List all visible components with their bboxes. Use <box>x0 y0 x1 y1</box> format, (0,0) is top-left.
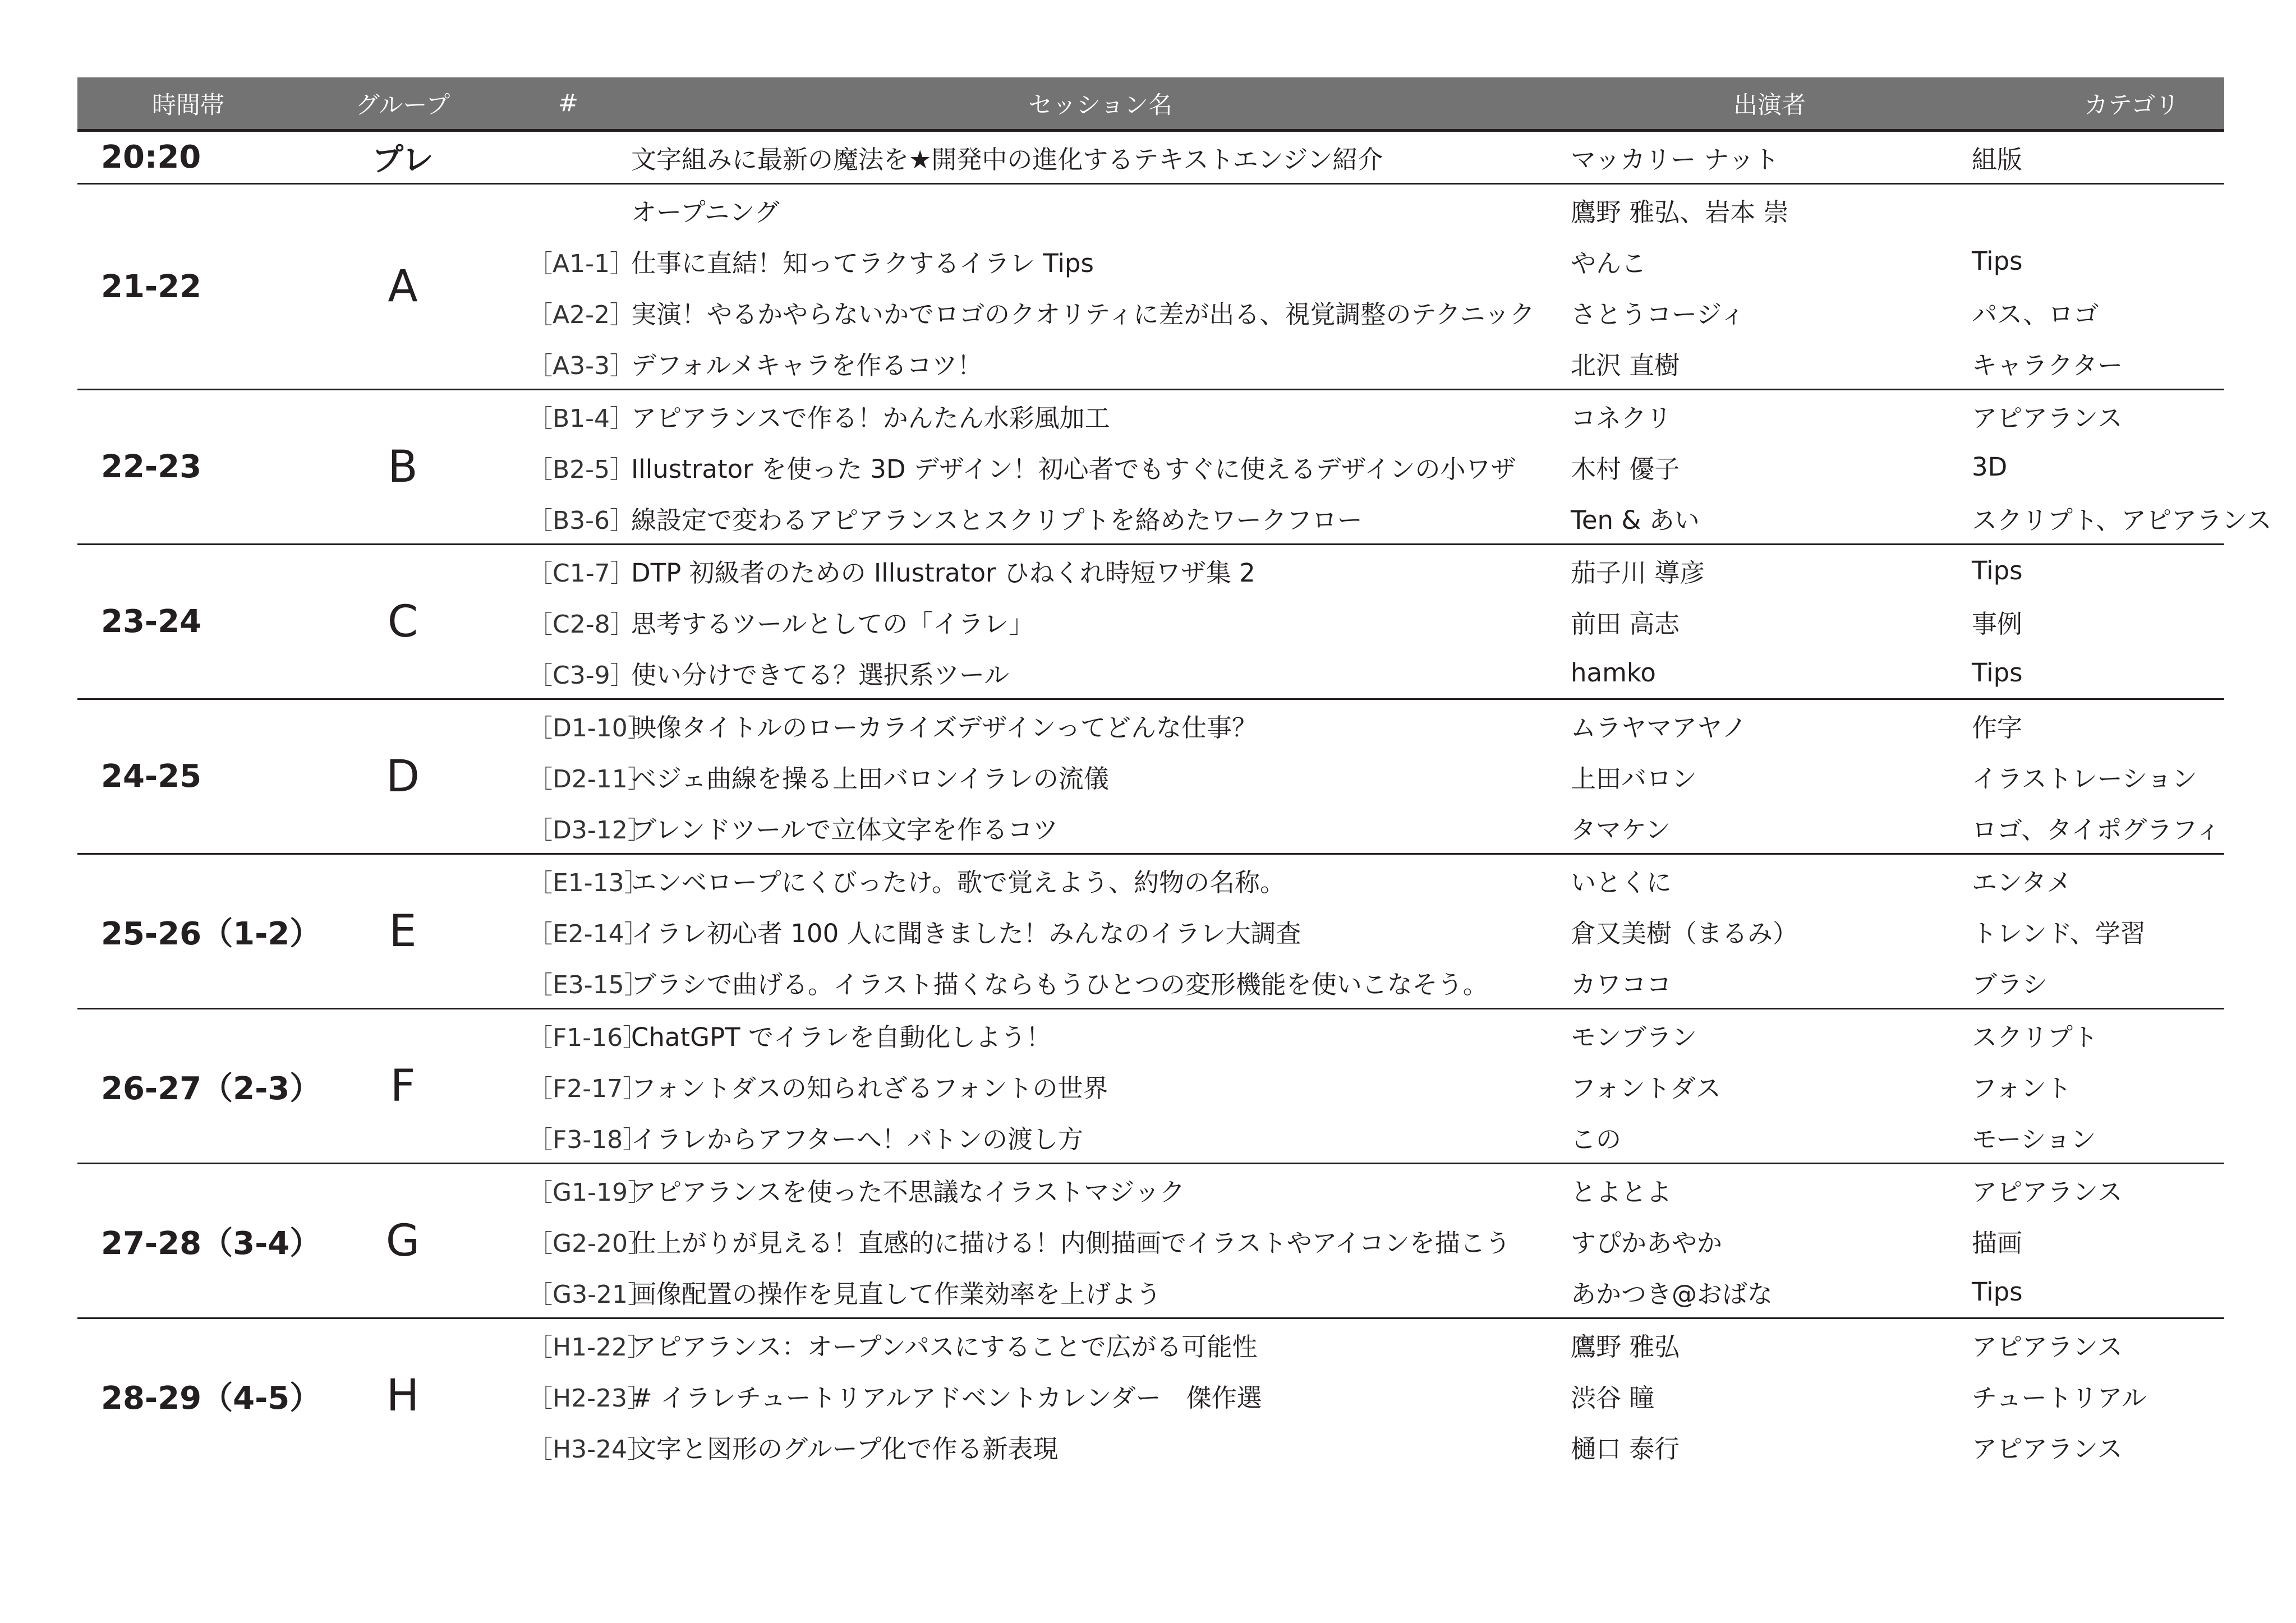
performer: 鷹野 雅弘 <box>1571 1318 1972 1371</box>
category: アピアランス <box>1972 1164 2224 1216</box>
category: チュートリアル <box>1972 1383 2147 1413</box>
performer: 木村 優子 <box>1571 454 1680 484</box>
session-number: ［E2-14］ <box>528 919 649 948</box>
session-title: 思考するツールとしての「イラレ」 <box>631 609 1034 639</box>
category: ブラシ <box>1972 970 2048 999</box>
table-row-pre <box>77 131 2224 184</box>
performer: この <box>1571 1124 1622 1154</box>
performer: ムラヤマアヤノ <box>1571 699 1972 751</box>
session-title: 文字と図形のグループ化で作る新表現 <box>631 1434 1059 1464</box>
category: 組版 <box>1972 131 2224 184</box>
category: スクリプト <box>1972 1009 2224 1061</box>
performer: 前田 高志 <box>1571 609 1680 639</box>
session-number: ［F2-17］ <box>528 1074 648 1103</box>
category: モーション <box>1972 1124 2096 1154</box>
session-title: 文字組みに最新の魔法を★開発中の進化するテキストエンジン紹介 <box>630 131 1571 184</box>
session-number: ［F1-16］ <box>507 1009 630 1061</box>
performer: いとくに <box>1571 854 1972 906</box>
category: イラストレーション <box>1972 764 2197 794</box>
table-row <box>77 854 2224 906</box>
session-title: DTP 初級者のための Illustrator ひねくれ時短ワザ集 2 <box>630 545 1571 597</box>
session-title: アピアランスを使った不思議なイラストマジック <box>630 1164 1571 1216</box>
session-number: ［E1-13］ <box>507 854 630 906</box>
session-title: ブレンドツールで立体文字を作るコツ <box>631 815 1059 845</box>
category: スクリプト、アピアランス <box>1972 505 2272 535</box>
category: アピアランス <box>1972 1318 2224 1371</box>
header-performer: 出演者 <box>1571 77 1972 131</box>
performer: 北沢 直樹 <box>1571 351 1680 380</box>
session-title: 使い分けできてる？選択系ツール <box>631 660 1010 690</box>
header-number: # <box>507 77 630 131</box>
table-row <box>77 699 2224 751</box>
time-slot: 25-26（1-2） <box>77 854 299 1009</box>
category: Tips <box>1972 1277 2023 1307</box>
session-number: ［F3-18］ <box>528 1125 648 1154</box>
category <box>1972 184 2224 236</box>
session-title: フォントダスの知られざるフォントの世界 <box>631 1073 1108 1103</box>
group-label: B <box>299 390 507 545</box>
performer: 渋谷 瞳 <box>1571 1383 1655 1413</box>
session-title: 仕事に直結！知ってラクするイラレ Tips <box>631 248 1094 278</box>
time-slot: 23-24 <box>77 545 299 699</box>
time-slot: 28-29（4-5） <box>77 1318 299 1473</box>
session-title: 実演！やるかやらないかでロゴのクオリティに差が出る、視覚調整のテクニック <box>631 299 1535 329</box>
session-title: ベジェ曲線を操る上田バロンイラレの流儀 <box>631 764 1109 794</box>
session-number: ［G2-20］ <box>528 1229 652 1258</box>
performer: モンブラン <box>1571 1009 1972 1061</box>
session-title: ブラシで曲げる。イラスト描くならもうひとつの変形機能を使いこなそう。 <box>631 970 1488 999</box>
session-number: ［A1-1］ <box>528 249 634 278</box>
session-number <box>507 131 630 184</box>
time-slot: 27-28（3-4） <box>77 1164 299 1318</box>
category: キャラクター <box>1972 351 2123 380</box>
time-slot: 22-23 <box>77 390 299 545</box>
performer: すぴかあやか <box>1571 1228 1723 1258</box>
category: アピアランス <box>1972 390 2224 442</box>
group-label: C <box>299 545 507 699</box>
table-row <box>77 1318 2224 1371</box>
session-title: 線設定で変わるアピアランスとスクリプトを絡めたワークフロー <box>631 505 1363 535</box>
table-row <box>77 545 2224 597</box>
performer: とよとよ <box>1571 1164 1972 1216</box>
table-row <box>77 184 2224 236</box>
session-title: イラレ初心者 100 人に聞きました！みんなのイラレ大調査 <box>631 919 1301 948</box>
category: Tips <box>1972 545 2224 597</box>
session-title: エンベロープにくびったけ。歌で覚えよう、約物の名称。 <box>630 854 1571 906</box>
performer: hamko <box>1571 658 1656 688</box>
group-label: F <box>299 1009 507 1164</box>
performer: やんこ <box>1571 248 1647 278</box>
session-number: ［A3-3］ <box>528 351 634 380</box>
session-title: Illustrator を使った 3D デザイン！初心者でもすぐに使えるデザインの小ワザ <box>631 454 1516 484</box>
table-body <box>77 131 2272 1473</box>
category: エンタメ <box>1972 854 2224 906</box>
session-number: ［G3-21］ <box>528 1280 652 1309</box>
time-slot: 20:20 <box>77 131 299 184</box>
category: Tips <box>1972 246 2023 276</box>
header-row <box>77 77 2224 131</box>
group-label: E <box>299 854 507 1009</box>
performer: コネクリ <box>1571 390 1972 442</box>
session-title: アピアランス：オープンパスにすることで広がる可能性 <box>630 1318 1571 1371</box>
session-number: ［H3-24］ <box>528 1435 652 1464</box>
header-time: 時間帯 <box>77 77 299 131</box>
session-title: 画像配置の操作を見直して作業効率を上げよう <box>631 1279 1162 1309</box>
session-number: ［A2-2］ <box>528 300 634 329</box>
time-slot: 24-25 <box>77 699 299 854</box>
category: 作字 <box>1972 699 2224 751</box>
session-number: ［D3-12］ <box>528 815 652 845</box>
session-title: オープニング <box>630 184 1571 236</box>
session-number: ［C1-7］ <box>507 545 630 597</box>
performer: 樋口 泰行 <box>1571 1434 1680 1464</box>
performer: さとうコージィ <box>1571 299 1746 329</box>
session-title: ChatGPT でイラレを自動化しよう！ <box>630 1009 1571 1061</box>
group-label: G <box>299 1164 507 1318</box>
group-label: D <box>299 699 507 854</box>
category: Tips <box>1972 658 2023 688</box>
time-slot: 21-22 <box>77 184 299 390</box>
performer: タマケン <box>1571 815 1671 845</box>
header-category: カテゴリ <box>1972 77 2224 131</box>
category: トレンド、学習 <box>1972 919 2146 948</box>
time-slot: 26-27（2-3） <box>77 1009 299 1164</box>
session-number: ［H1-22］ <box>507 1318 630 1371</box>
category: 3D <box>1972 452 2008 482</box>
session-number: ［H2-23］ <box>528 1384 652 1413</box>
category: ロゴ、タイポグラフィ <box>1972 815 2221 845</box>
session-number: ［B1-4］ <box>507 390 630 442</box>
performer: マッカリー ナット <box>1571 131 1972 184</box>
session-title: 映像タイトルのローカライズデザインってどんな仕事？ <box>630 699 1571 751</box>
table-header <box>77 77 2224 131</box>
category: アピアランス <box>1972 1434 2123 1464</box>
session-number: ［D1-10］ <box>507 699 630 751</box>
header-group: グループ <box>299 77 507 131</box>
table-row <box>77 1164 2224 1216</box>
header-session-title: セッション名 <box>630 77 1571 131</box>
schedule-sheet <box>77 77 2272 1472</box>
category: パス、ロゴ <box>1972 299 2099 329</box>
performer: フォントダス <box>1571 1073 1721 1103</box>
category: 事例 <box>1972 609 2023 639</box>
group-label: H <box>299 1318 507 1473</box>
session-number: ［G1-19］ <box>507 1164 630 1216</box>
session-title: デフォルメキャラを作るコツ！ <box>631 351 983 380</box>
session-title: アピアランスで作る！かんたん水彩風加工 <box>630 390 1571 442</box>
table-row <box>77 1009 2224 1061</box>
performer: あかつき@おばな <box>1571 1279 1773 1309</box>
category: 描画 <box>1972 1228 2023 1258</box>
performer: 倉又美樹（まるみ） <box>1571 919 1798 948</box>
performer: 上田バロン <box>1571 764 1697 794</box>
session-number: ［C3-9］ <box>528 661 635 690</box>
session-title: # イラレチュートリアルアドベントカレンダー 傑作選 <box>631 1383 1262 1413</box>
session-number: ［B3-6］ <box>528 506 635 535</box>
table-row <box>77 390 2224 442</box>
performer: Ten & あい <box>1571 505 1700 535</box>
schedule-table <box>77 77 2272 1472</box>
session-title: イラレからアフターへ！バトンの渡し方 <box>631 1124 1083 1154</box>
group-label: A <box>299 184 507 390</box>
session-number: ［D2-11］ <box>528 764 652 794</box>
performer: 鷹野 雅弘、岩本 崇 <box>1571 184 1972 236</box>
session-number: ［E3-15］ <box>528 970 649 999</box>
session-number: ［B2-5］ <box>528 455 635 484</box>
performer: 茄子川 導彦 <box>1571 545 1972 597</box>
performer: カワココ <box>1571 970 1672 999</box>
session-number: ［C2-8］ <box>528 610 635 639</box>
group-label: プレ <box>299 131 507 184</box>
session-title: 仕上がりが見える！直感的に描ける！内側描画でイラストやアイコンを描こう <box>631 1228 1511 1258</box>
category: フォント <box>1972 1073 2072 1103</box>
session-number <box>507 184 630 236</box>
